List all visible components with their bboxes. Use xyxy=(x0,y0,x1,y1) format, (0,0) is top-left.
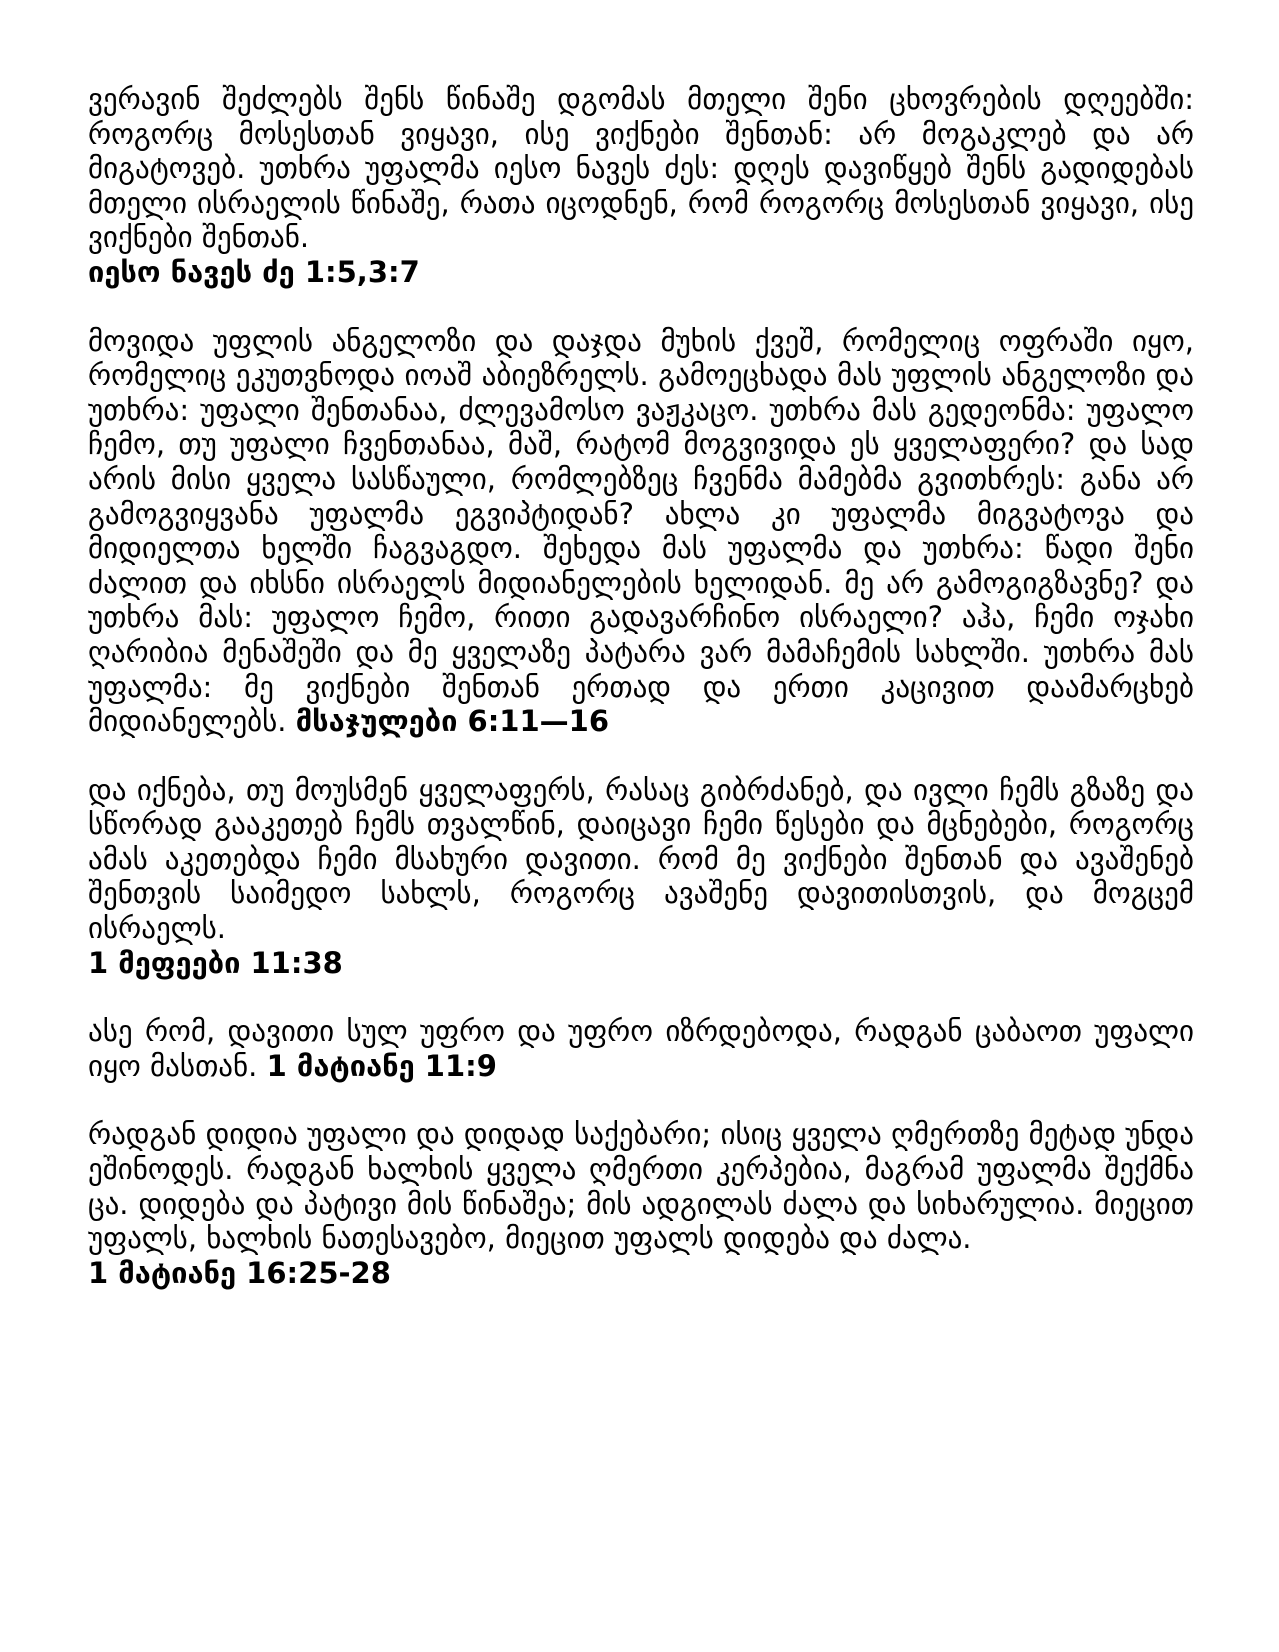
passage-text: ვერავინ შეძლებს შენს წინაშე დგომას მთელი შენი ცხოვრების დღეებში: როგორც მოსესთან ვიყავი, ისე ვიქნები შენთან: არ მოგაკლებ და არ მიგატოვებ. უთხრა უფალმა იესო ნავეს ძეს: დღეს დავიწყებ შენს გადიდებას მთელი ისრაელის წინაშე, რათა იცოდნენ, რომ როგორც მოსესთან ვიყავი, ისე ვიქნები შენთან. xyxy=(88,82,1194,255)
passage-text: მოვიდა უფლის ანგელოზი და დაჯდა მუხის ქვეშ, რომელიც ოფრაში იყო, რომელიც ეკუთვნოდა იოაშ აბიეზრელს. გამოეცხადა მას უფლის ანგელოზი და უთხრა: უფალი შენთანაა, ძლევამოსო ვაჟკაცო. უთხრა მას გედეონმა: უფალო ჩემო, თუ უფალი ჩვენთანაა, მაშ, რატომ მოგვივიდა ეს ყველაფერი? და სად არის მისი ყველა სასწაული, რომლებზეც ჩვენმა მამებმა გვითხრეს: განა არ გამოგვიყვანა უფალმა ეგვიპტიდან? ახლა კი უფალმა მიგვატოვა და მიდიელთა ხელში ჩაგვაგდო. შეხედა მას უფალმა და უთხრა: წადი შენი ძალით და იხსნი ისრაელს მიდიანელების ხელიდან. მე არ გამოგიგზავნე? და უთხრა მას: უფალო ჩემო, რითი გადავარჩინო ისრაელი? აჰა, ჩემი ოჯახი ღარიბია მენაშეში და მე ყველაზე პატარა ვარ მამაჩემის სახლში. უთხრა მას უფალმა: მე ვიქნები შენთან ერთად და ერთი კაცივით დაამარცხებ მიდიანელებს. xyxy=(88,323,1194,739)
scripture-reference: 1 მეფეები 11:38 xyxy=(88,945,343,980)
passage-text: რადგან დიდია უფალი და დიდად საქებარი; ისიც ყველა ღმერთზე მეტად უნდა ეშინოდეს. რადგან ხალხის ყველა ღმერთი კერპებია, მაგრამ უფალმა შექმნა ცა. დიდება და პატივი მის წინაშეა; მის ადგილას ძალა და სიხარულია. მიეცით უფალს, ხალხის ნათესავებო, მიეცით უფალს დიდება და ძალა. xyxy=(88,1117,1194,1256)
scripture-reference: მსაჯულები 6:11—16 xyxy=(295,704,610,739)
scripture-reference: 1 მატიანე 16:25-28 xyxy=(88,1255,391,1290)
scripture-reference: იესო ნავეს ძე 1:5,3:7 xyxy=(88,254,420,289)
passage-4 xyxy=(88,1014,1194,1083)
passage-text: და იქნება, თუ მოუსმენ ყველაფერს, რასაც გიბრძანებ, და ივლი ჩემს გზაზე და სწორად გააკეთებ ჩემს თვალწინ, დაიცავი ჩემი წესები და მცნებები, როგორც ამას აკეთებდა ჩემი მსახური დავითი. რომ მე ვიქნები შენთან და ავაშენებ შენთვის საიმედო სახლს, როგორც ავაშენე დავითისთვის, და მოგცემ ისრაელს. xyxy=(88,772,1194,946)
passage-text: ასე რომ, დავითი სულ უფრო და უფრო იზრდებოდა, რადგან ცაბაოთ უფალი იყო მასთან. xyxy=(88,1014,1194,1083)
scripture-reference: 1 მატიანე 11:9 xyxy=(266,1048,497,1083)
passage-1 xyxy=(88,82,1194,290)
passage-5 xyxy=(88,1117,1194,1290)
document-page xyxy=(88,82,1194,1324)
passage-2 xyxy=(88,324,1194,739)
passage-3 xyxy=(88,773,1194,981)
